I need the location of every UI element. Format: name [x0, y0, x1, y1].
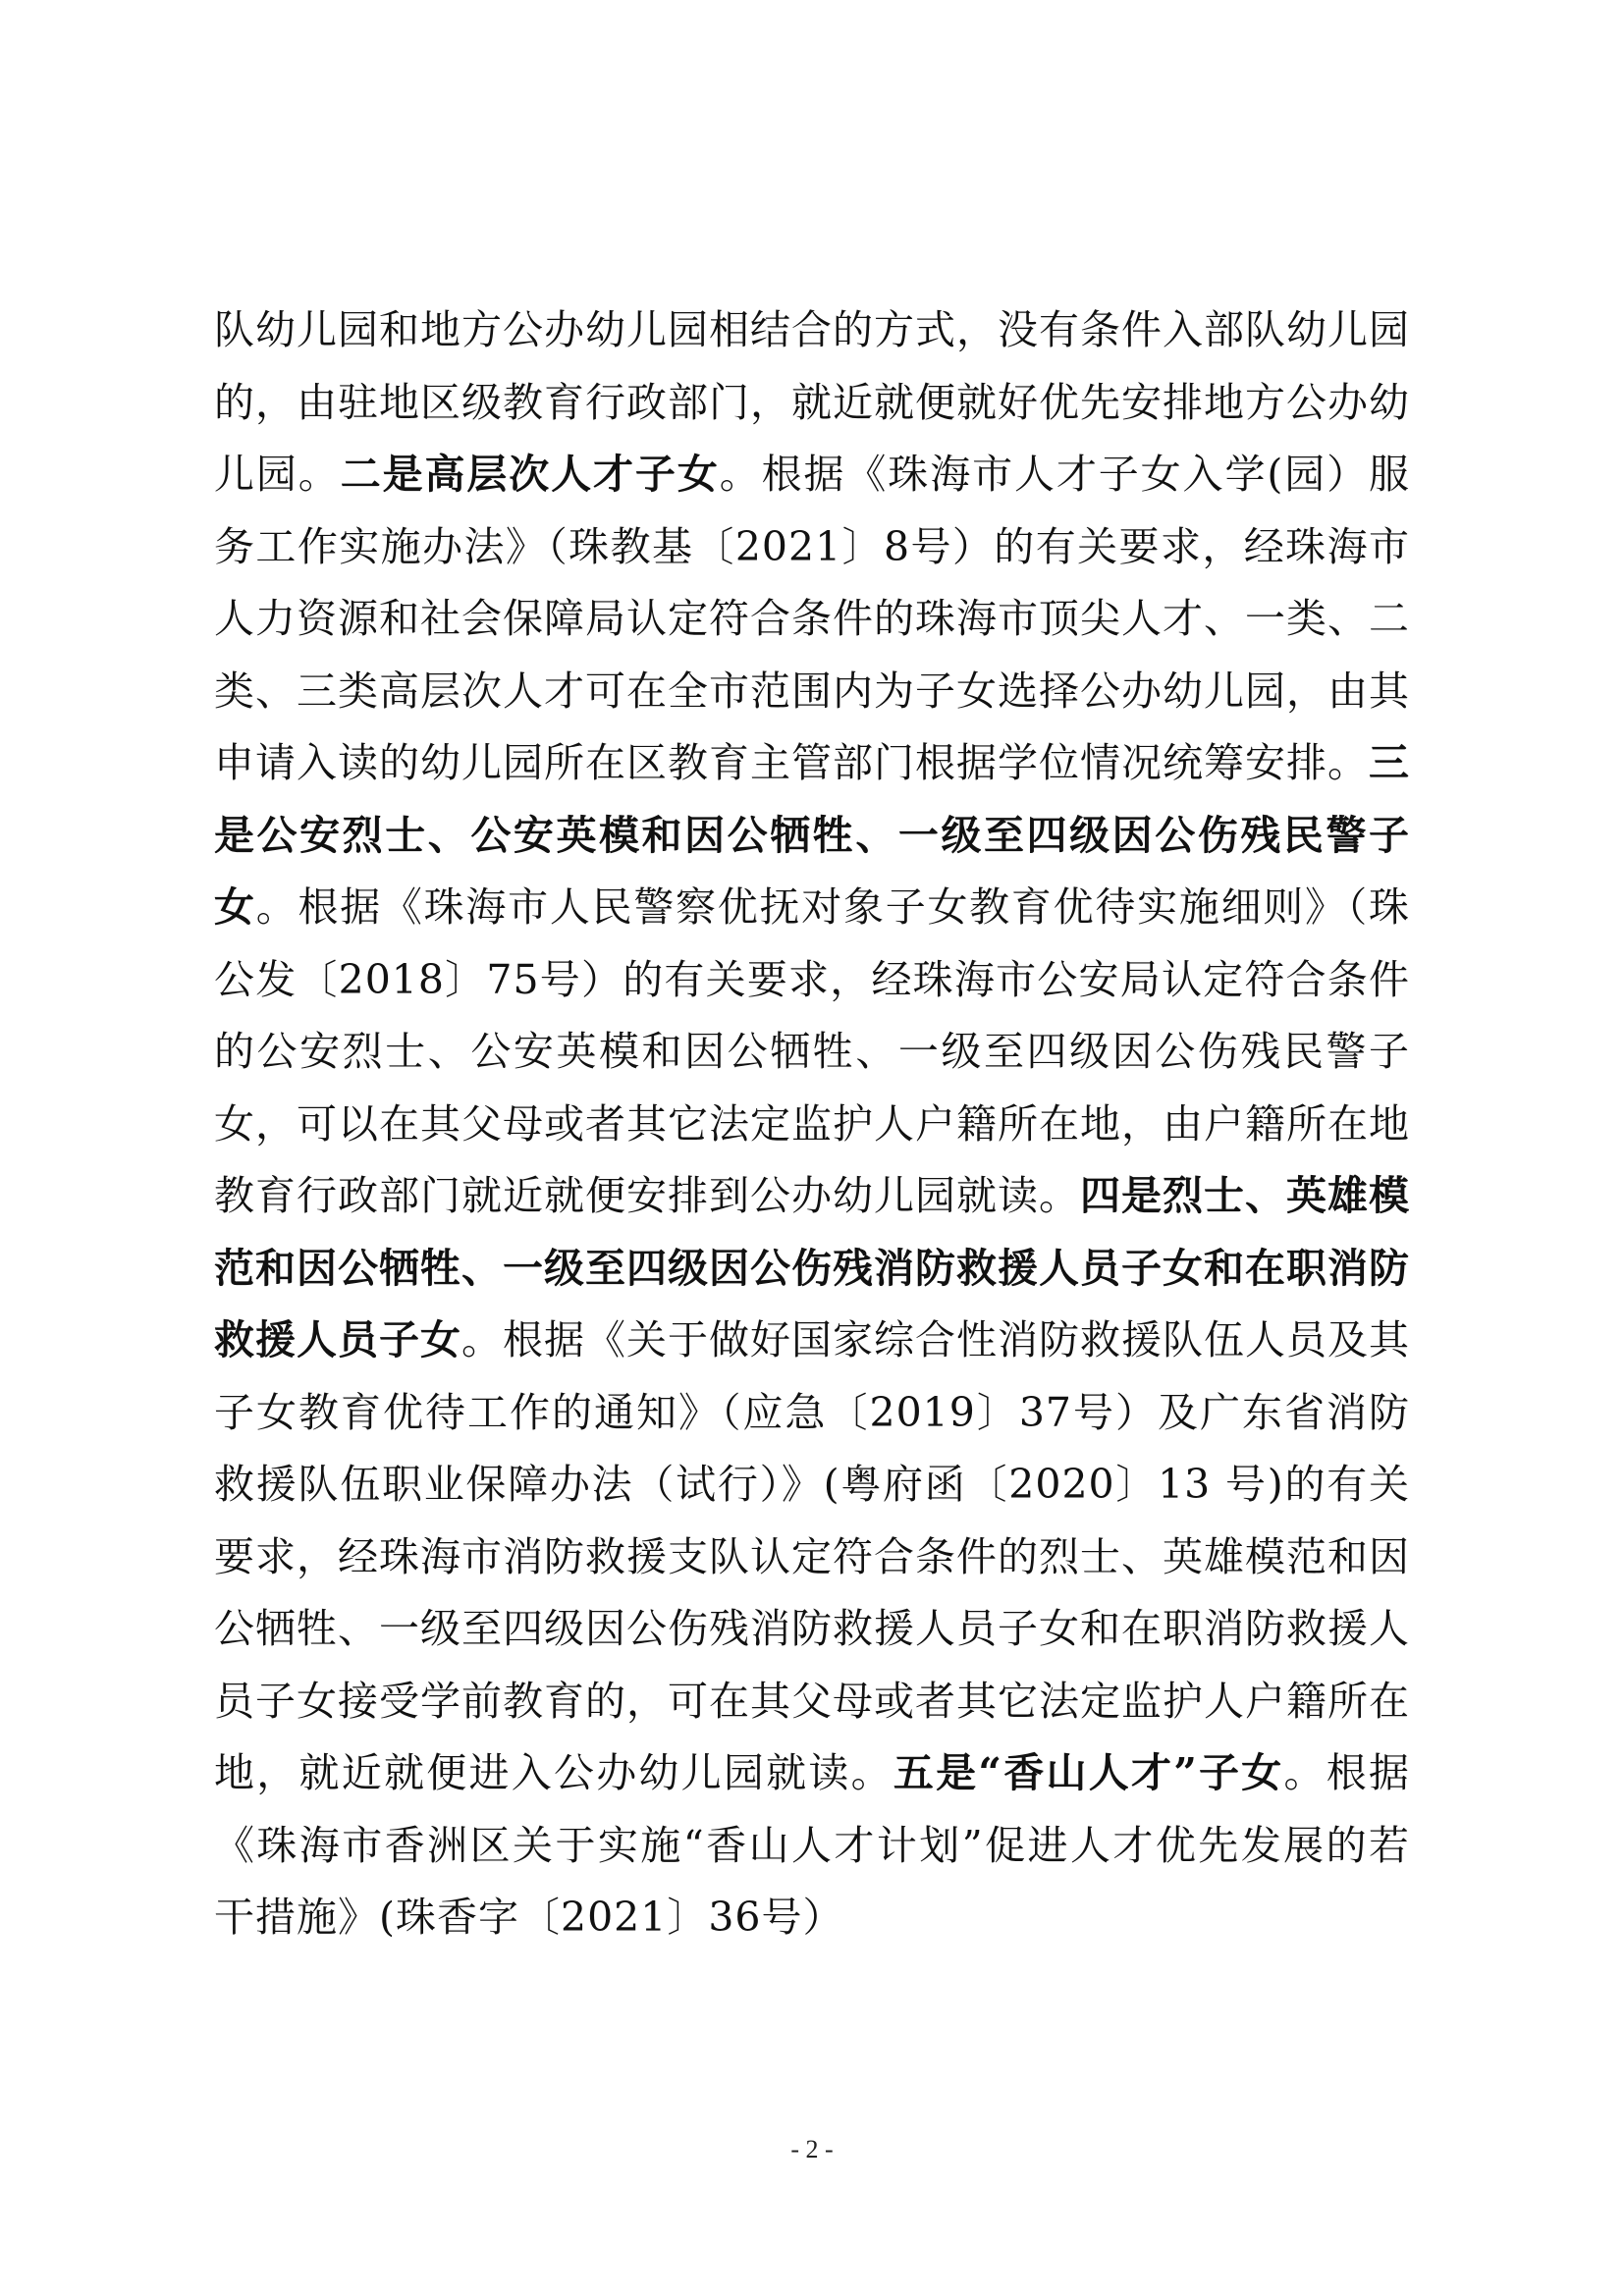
bold-heading-segment: 五是“香山人才”子女	[893, 1749, 1284, 1796]
page-number: - 2 -	[790, 2135, 834, 2163]
text-segment: 。根据《珠海市香洲区关于实施“香山人才计划”促进人才优先发展的若干措施》(珠香字〔2021〕36号）	[214, 1749, 1411, 1941]
body-paragraph	[214, 294, 1410, 1954]
bold-heading-segment: 三是公安烈士、公安英模和因公牺牲、一级至四级因公伤残民警子女	[214, 739, 1410, 931]
text-segment: 。根据《关于做好国家综合性消防救援队伍人员及其子女教育优待工作的通知》（应急〔2019〕37号）及广东省消防救援队伍职业保障办法（试行）》(粤府函〔2020〕13 号)的有关要求，经珠海市消防救援支队认定符合条件的烈士、英雄模范和因公牺牲、一级至四级因公伤残消防救援人员子女和在职消防救援人员子女接受学前教育的，可在其父母或者其它法定监护人户籍所在地，就近就便进入公办幼儿园就读。	[214, 1316, 1410, 1796]
bold-heading-segment: 四是烈士、英雄模范和因公牺牲、一级至四级因公伤残消防救援人员子女和在职消防救援人员子女	[214, 1172, 1410, 1363]
text-segment: 。根据《珠海市人民警察优抚对象子女教育优待实施细则》（珠公发〔2018〕75号）的有关要求，经珠海市公安局认定符合条件的公安烈士、公安英模和因公牺牲、一级至四级因公伤残民警子女，可以在其父母或者其它法定监护人户籍所在地，由户籍所在地教育行政部门就近就便安排到公办幼儿园就读。	[214, 883, 1410, 1219]
text-segment: 。根据《珠海市人才子女入学(园）服务工作实施办法》（珠教基〔2021〕8号）的有关要求，经珠海市人力资源和社会保障局认定符合条件的珠海市顶尖人才、一类、二类、三类高层次人才可在全市范围内为子女选择公办幼儿园，由其申请入读的幼儿园所在区教育主管部门根据学位情况统筹安排。	[214, 451, 1411, 786]
bold-heading-segment: 二是高层次人才子女	[340, 451, 720, 498]
text-segment: 队幼儿园和地方公办幼儿园相结合的方式，没有条件入部队幼儿园的，由驻地区级教育行政部门，就近就便就好优先安排地方公办幼儿园。	[214, 306, 1410, 498]
